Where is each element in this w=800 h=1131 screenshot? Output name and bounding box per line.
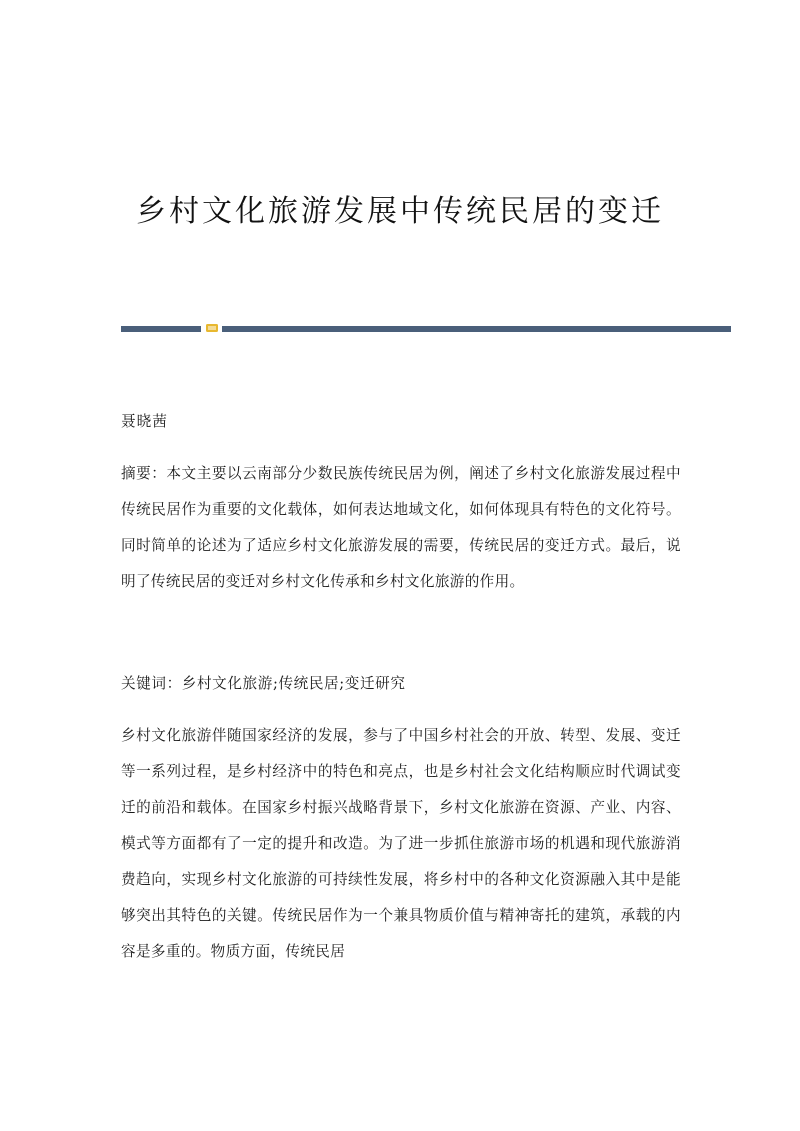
title-divider	[121, 321, 731, 335]
divider-bar-right	[222, 326, 731, 332]
divider-bar-left	[121, 326, 201, 332]
author-name: 聂晓茜	[121, 413, 168, 430]
keywords-line: 关键词：乡村文化旅游;传统民居;变迁研究	[121, 675, 406, 692]
divider-emblem-icon	[205, 321, 219, 335]
abstract-paragraph: 摘要：本文主要以云南部分少数民族传统民居为例，阐述了乡村文化旅游发展过程中传统民居作为重要的文化载体，如何表达地域文化，如何体现具有特色的文化符号。同时简单的论述为了适应乡村文化旅游发展的需要，传统民居的变迁方式。最后，说明了传统民居的变迁对乡村文化传承和乡村文化旅游的作用。	[121, 465, 681, 590]
document-title: 乡村文化旅游发展中传统民居的变迁	[136, 194, 664, 229]
body-paragraph: 乡村文化旅游伴随国家经济的发展，参与了中国乡村社会的开放、转型、发展、变迁等一系列过程，是乡村经济中的特色和亮点，也是乡村社会文化结构顺应时代调试变迁的前沿和载体。在国家乡村振兴战略背景下，乡村文化旅游在资源、产业、内容、模式等方面都有了一定的提升和改造。为了进一步抓住旅游市场的机遇和现代旅游消费趋向，实现乡村文化旅游的可持续性发展，将乡村中的各种文化资源融入其中是能够突出其特色的关键。传统民居作为一个兼具物质价值与精神寄托的建筑，承载的内容是多重的。物质方面，传统民居	[121, 727, 681, 960]
